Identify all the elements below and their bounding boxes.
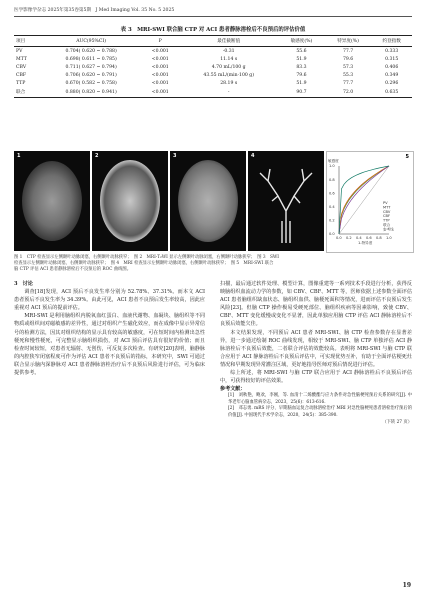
table-row (14, 87, 412, 97)
table-cell: 0.349 (385, 72, 399, 78)
paragraph: 调查[18]发现，ACI 预后不良发生率分别为 52.78%、37.31%。而本文 ACI 患者预后不良发生率为 34.39%。由此可见，ACI 患者不良预后发生率较高，因此应重视对 ACI 预后的提前评估。 (14, 289, 205, 312)
table-cell: 0.706( 0.620 ~ 0.791) (65, 72, 117, 78)
table-cell: 0.711( 0.627 ~ 0.794) (65, 64, 117, 70)
roc-legend-entry: 参考线 (383, 227, 394, 232)
table-cell: PV (16, 48, 23, 54)
figure-caption (14, 255, 412, 274)
figure-caption-line: 图 1 CTP 检查显示左侧颞叶动脉闭塞，右侧颞叶动脉狭窄； 图 2 MRI-T₂WI 显示左侧颞叶动脉闭塞，右侧颞叶动脉狭窄； 图 3 SWI (14, 255, 280, 260)
references-title: 参考文献： (220, 386, 246, 393)
table-header-cell: AUC(95%CI) (41, 36, 141, 47)
roc-legend-entry: TTP (383, 218, 390, 223)
table-row (14, 55, 412, 63)
roc-y-tick-label: 0.0 (329, 232, 335, 237)
panel-label: 1 (17, 153, 21, 159)
panel-label: 3 (173, 153, 177, 159)
reference-item: [2] 邓志勇. mRS 评分、早期脑血运复合动脉溶栓治疗 MRI 对急性脑梗死患者溶栓治疗预后的价值[J]. 中国现代手术学杂志，2020，24(5)：385-390. (228, 406, 412, 418)
paragraph: 本文结果发现，不同预后 ACI 患者 MRI-SWI、脑 CTP 检查参数存在显著差异，进一步通过绘制 ROC 曲线发现，相较于 MRI-SWI、脑 CTP 单独评估 ACI 静脉溶栓后不良预后效能，二者联合评估的效能较高。表明将 MRI-SWI 与脑 CTP 联合应用于 ACI 静脉溶栓后不良预后评估中，可实现优势互补，有助于全面评估梗死灶情况和早期发现异常灌注区域，更好地指导医师对预后情况进行评估。 (220, 329, 412, 368)
paragraph: MRI-SWI 是利用脑组织内脱氧血红蛋白、血液代谢物、血凝块、脑组织等不同物质或组织间对磁敏感的差异性，通过对组织产生磁化效应，而在成像中显示异常信号的检测方法，因其对组织结构的显示具有较高的敏感度，可在短时间内检测出急性梗死和慢性梗死，可完整显示脑组织损伤，对 ACI 预后评估具有很好的价值；而且检查时间较短，对患者无辐射、无创伤，可反复多次检查。有研究[20]表明，脑静脉的内腔狭窄闭塞程度可作为评估 ACI 患者不良预后的指标，本研究中，SWI 可通过联合显示脑内深静脉对 ACI 患者静脉溶栓治疗后不良预后风险进行评估，可为临床提供参考。 (14, 313, 205, 377)
table-header-cell: 项目 (14, 36, 41, 47)
table-cell: 55.6 (296, 48, 307, 54)
table-caption: 表 3 MRI-SWI 联合脑 CTP 对 ACI 患者静脉溶栓后不良预后的评估价值 (120, 27, 306, 33)
table-cell: <0.001 (151, 48, 169, 54)
table-header-cell: P (141, 36, 179, 47)
left-column (14, 280, 205, 377)
mra-image-panel (248, 151, 324, 251)
table-cell: 72.0 (325, 87, 372, 97)
reference-item: [1] 刘秋艳，鲍欢，李刚，等. 血清十二烯酸酯与应力条件对急性脑梗死预后关系的研究[J]. 中华老年心脑血管病杂志，2023，25(6)：613-616. (228, 393, 412, 405)
table-cell: 51.9 (296, 56, 307, 62)
roc-legend-entry: PV (383, 201, 388, 205)
table-cell: <0.001 (151, 72, 169, 78)
table-cell: -0.31 (222, 48, 235, 54)
continued-note: （下转 27 页） (382, 419, 412, 425)
table-cell: 0.698( 0.611 ~ 0.785) (65, 56, 117, 62)
roc-legend-entry: 联合 (383, 223, 391, 227)
journal-name: 医学影像学杂志 2025年第35卷第5期 (14, 8, 92, 13)
roc-reference-line (339, 166, 389, 234)
table-cell: 77.7 (342, 48, 354, 54)
table-row (14, 71, 412, 79)
page-number: 19 (402, 582, 411, 589)
roc-x-tick-label: 0.0 (336, 236, 342, 240)
table-row (14, 47, 412, 56)
table-cell: 联合 (14, 87, 41, 97)
roc-y-tick-label: 0.6 (329, 191, 335, 196)
table-cell: 57.3 (342, 64, 354, 70)
figure-caption-line: 脑 CTP 评估 ACI 患者静脉溶栓后不良预后的 ROC 曲线图。 (14, 267, 132, 273)
table-cell: <0.001 (151, 80, 169, 86)
table-cell: 51.9 (296, 80, 307, 86)
roc-x-axis-title: 1-特异度 (358, 241, 373, 245)
ctp-image-panel (14, 151, 90, 251)
table-cell: <0.001 (151, 64, 169, 70)
section-title: 3 讨论 (14, 281, 33, 287)
roc-y-tick-label: 1.0 (329, 164, 335, 169)
roc-x-tick-label: 0.4 (356, 236, 362, 240)
table-cell: 0.333 (385, 48, 399, 54)
table-cell: - (179, 87, 278, 97)
roc-x-tick-label: 0.2 (346, 236, 352, 240)
figure-caption-line: 检查显示左侧颞叶动脉闭塞，右侧颞叶动脉狭窄； 图 4 MRI 检查显示左侧颞叶动脉闭塞，右侧颞叶动脉狭窄； 图 5 MRI-SWI 联合 (14, 261, 274, 267)
table-cell: 0.296 (385, 80, 399, 86)
table-cell: <0.001 (141, 87, 179, 97)
table-cell: 43.55 mL/(min·100 g) (203, 72, 254, 78)
roc-y-tick-label: 0.4 (329, 205, 335, 209)
table-cell: 0.880( 0.820 ~ 0.941) (41, 87, 141, 97)
roc-x-tick-label: 1.0 (386, 236, 392, 240)
table-cell: 0.635 (371, 87, 412, 97)
panel-label: 2 (95, 153, 99, 159)
table-cell: 0.315 (385, 56, 399, 62)
paragraph: 扫描，最后通过软件处理、模型计算，图像重建等一系列技术手段进行分析，获得反映脑组织血流动力学的参数，如 CBV、CBF、MTT 等，医师依据上述参数全面评估 ACI 患者脑组织缺血状态、脑组织血供、脑梗死面积等情况，进而评估不良预后发生风险[23]。但脑 CTP 操作极易受硬死部位、脑组织疾病等因素影响，致使 CBV、CBF、MTT 变化缓慢或变化不显著，因此单独应用脑 CTP 评估 ACI 静脉溶栓后不良预后效能欠佳。 (220, 281, 412, 328)
roc-legend-entry: CBV (383, 209, 391, 214)
table-cell: TTP (16, 80, 26, 86)
roc-y-axis-title: 敏感度 (328, 159, 339, 163)
results-table (14, 35, 412, 98)
table-cell: CBV (16, 64, 27, 70)
panel-label: 5 (405, 154, 409, 160)
brain-scan-t2 (100, 160, 160, 242)
brain-scan-swi (178, 160, 238, 242)
table-header-row (14, 36, 412, 47)
table-cell: 28.19 s (220, 80, 238, 86)
roc-y-tick-label: 0.2 (329, 218, 335, 223)
table-cell: 0.670( 0.582 ~ 0.758) (65, 80, 117, 86)
roc-y-tick-label: 0.8 (329, 177, 335, 182)
roc-x-tick-label: 0.8 (376, 236, 382, 240)
table-row (14, 63, 412, 71)
paragraph: 综上所述，将 MRI-SWI 与脑 CTP 联合应用于 ACI 静脉溶栓后不良预后评估中，可获得较好的评估效果。 (220, 370, 412, 385)
table-cell: <0.001 (151, 56, 169, 62)
brain-scan-ct (22, 161, 82, 241)
table-header-cell: 约登指数 (371, 36, 412, 47)
table-header-cell: 最佳截断值 (179, 36, 278, 47)
right-column (220, 280, 412, 427)
roc-curve-panel (326, 151, 414, 253)
table-cell: 0.406 (385, 64, 399, 70)
table-cell: 77.7 (342, 80, 354, 86)
table-cell: 0.704( 0.620 ~ 0.788) (65, 48, 117, 54)
running-header (14, 7, 174, 13)
swi-image-panel (170, 151, 246, 251)
header-rule (14, 16, 412, 17)
roc-x-tick-label: 0.6 (366, 236, 372, 240)
table-cell: 79.6 (296, 72, 307, 78)
table-header-cell: 特异度(%) (325, 36, 372, 47)
roc-chart (327, 152, 413, 252)
table-cell: 4.70 mL/100 g (211, 64, 246, 70)
table-cell: 79.6 (342, 56, 354, 62)
table-header-cell: 敏感度(%) (278, 36, 325, 47)
roc-legend-entry: MTT (383, 205, 391, 210)
roc-legend-entry: CBF (383, 214, 391, 219)
table-cell: 83.3 (296, 64, 307, 70)
panel-label: 4 (251, 153, 255, 159)
table-cell: 11.14 s (220, 56, 238, 62)
vessel-angiogram (248, 151, 324, 251)
table-cell: MTT (16, 56, 27, 62)
journal-name-en: J Med Imaging Vol. 35 No. 5 2025 (95, 8, 175, 13)
table-cell: CBF (16, 72, 27, 78)
table-cell: 90.7 (278, 87, 325, 97)
table-cell: 55.3 (342, 72, 354, 78)
t2wi-image-panel (92, 151, 168, 251)
table-row (14, 79, 412, 87)
